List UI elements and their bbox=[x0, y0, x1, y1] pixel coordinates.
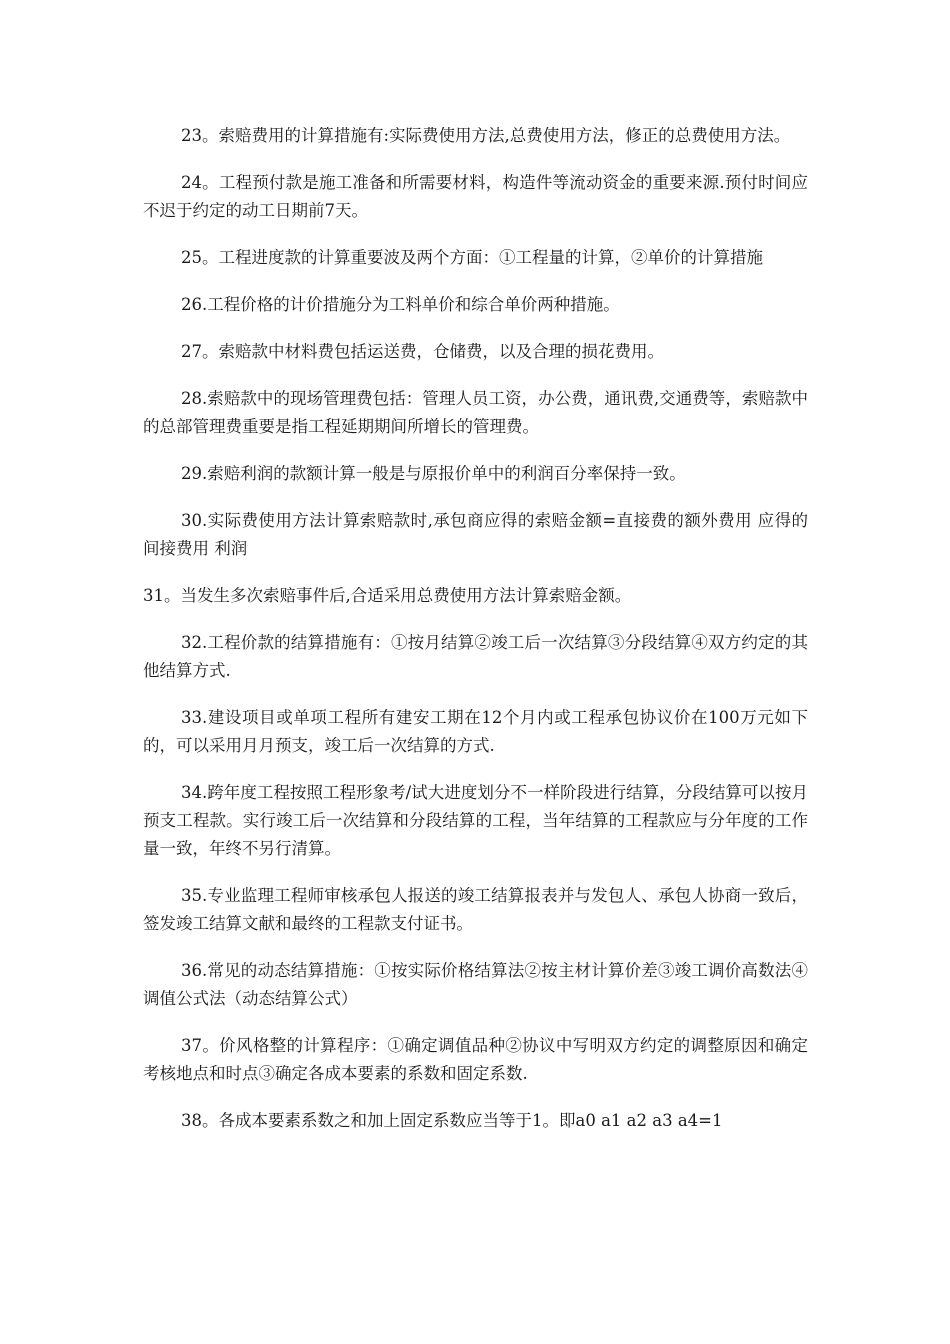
paragraph-29: 29.索赔利润的款额计算一般是与原报价单中的利润百分率保持一致。 bbox=[181, 464, 686, 483]
paragraph-32: 32.工程价款的结算措施有：①按月结算②竣工后一次结算③分段结算④双方约定的其他结算方式. bbox=[143, 633, 808, 680]
paragraph-28: 28.索赔款中的现场管理费包括：管理人员工资，办公费，通讯费,交通费等，索赔款中的总部管理费重要是指工程延期期间所增长的管理费。 bbox=[143, 389, 808, 436]
paragraph-30: 30.实际费使用方法计算索赔款时,承包商应得的索赔金额=直接费的额外费用 应得的间接费用 利润 bbox=[143, 511, 808, 558]
paragraph-36: 36.常见的动态结算措施：①按实际价格结算法②按主材计算价差③竣工调价高数法④调值公式法（动态结算公式） bbox=[143, 961, 808, 1008]
paragraph-38: 38。各成本要素系数之和加上固定系数应当等于1。即a0 a1 a2 a3 a4=1 bbox=[181, 1111, 723, 1130]
paragraph-27: 27。索赔款中材料费包括运送费，仓储费，以及合理的损花费用。 bbox=[181, 342, 664, 361]
paragraph-25: 25。工程进度款的计算重要波及两个方面：①工程量的计算，②单价的计算措施 bbox=[181, 248, 763, 267]
document-body bbox=[143, 122, 808, 1154]
paragraph-31: 31。当发生多次索赔事件后,合适采用总费使用方法计算索赔金额。 bbox=[143, 586, 632, 605]
paragraph-37: 37。价风格整的计算程序：①确定调值品种②协议中写明双方约定的调整原因和确定考核地点和时点③确定各成本要素的系数和固定系数. bbox=[143, 1036, 808, 1083]
paragraph-35: 35.专业监理工程师审核承包人报送的竣工结算报表并与发包人、承包人协商一致后，签发竣工结算文献和最终的工程款支付证书。 bbox=[143, 886, 808, 933]
paragraph-26: 26.工程价格的计价措施分为工料单价和综合单价两种措施。 bbox=[181, 295, 620, 314]
paragraph-34: 34.跨年度工程按照工程形象考/试大进度划分不一样阶段进行结算，分段结算可以按月预支工程款。实行竣工后一次结算和分段结算的工程，当年结算的工程款应与分年度的工作量一致，年终不另行清算。 bbox=[143, 783, 808, 858]
paragraph-23: 23。索赔费用的计算措施有:实际费使用方法,总费使用方法，修正的总费使用方法。 bbox=[181, 126, 791, 145]
paragraph-24: 24。工程预付款是施工准备和所需要材料，构造件等流动资金的重要来源.预付时间应不迟于约定的动工日期前7天。 bbox=[143, 173, 808, 220]
paragraph-33: 33.建设项目或单项工程所有建安工期在12个月内或工程承包协议价在100万元如下的，可以采用月月预支，竣工后一次结算的方式. bbox=[143, 708, 808, 755]
